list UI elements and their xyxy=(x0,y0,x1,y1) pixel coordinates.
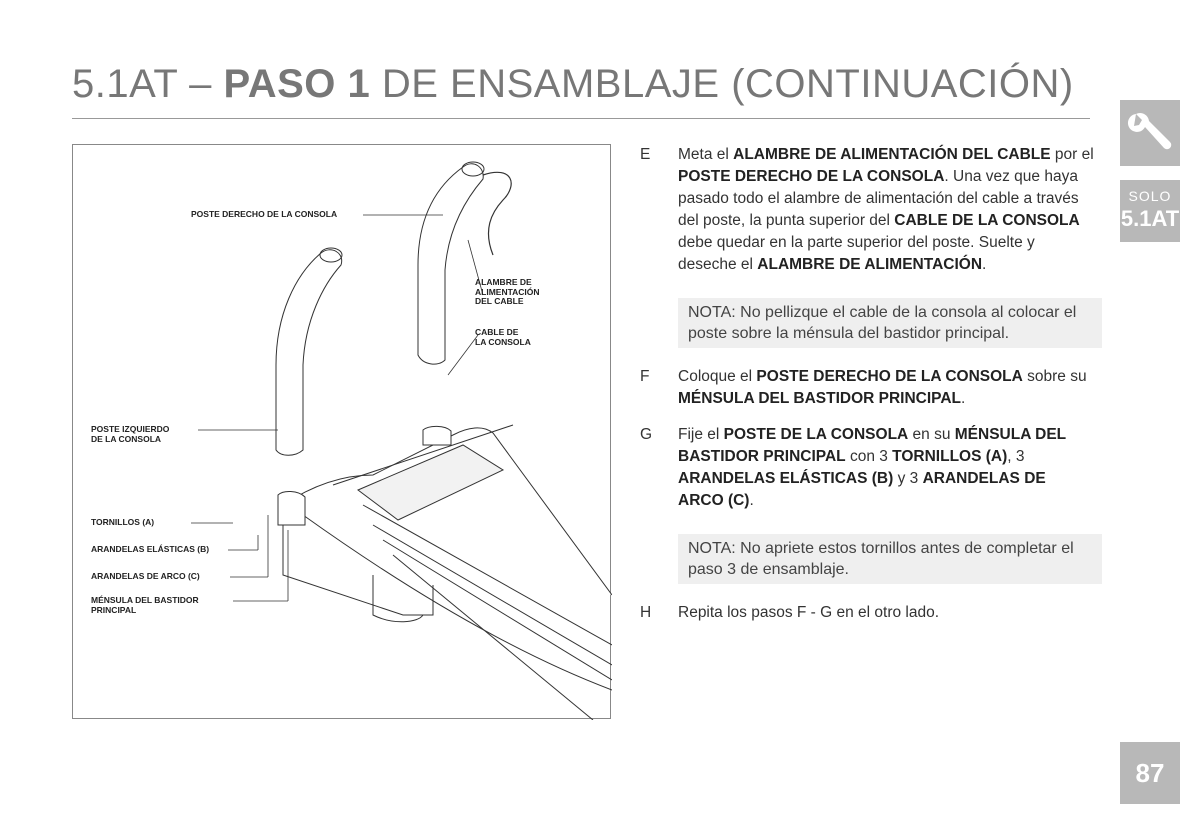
step-term: MÉNSULA DEL BASTIDOR PRINCIPAL xyxy=(678,426,1066,465)
label-arandelas-elasticas: ARANDELAS ELÁSTICAS (B) xyxy=(91,544,210,554)
title-bold: PASO 1 xyxy=(223,62,371,106)
assembly-figure xyxy=(72,144,611,719)
step-text: Coloque el xyxy=(678,368,757,385)
step-text: . xyxy=(749,492,754,509)
step-term: TORNILLOS (A) xyxy=(892,448,1008,465)
label-mensula xyxy=(91,596,199,615)
step-letter: E xyxy=(640,146,651,163)
step-text: con 3 xyxy=(845,448,893,465)
step-term: ALAMBRE DE ALIMENTACIÓN xyxy=(757,256,983,273)
page-title xyxy=(72,62,1074,107)
model-tab xyxy=(1120,180,1180,242)
step-text: . xyxy=(982,256,987,273)
step-h xyxy=(640,602,1095,624)
title-suffix: DE ENSAMBLAJE (CONTINUACIÓN) xyxy=(370,62,1074,106)
label-cable-line2: LA CONSOLA xyxy=(475,336,531,347)
step-text: Fije el xyxy=(678,426,724,443)
step-text: sobre su xyxy=(1022,368,1087,385)
step-g xyxy=(640,424,1095,512)
step-text: . Una vez que haya pasado todo el alambre de alimentación del cable a través del poste, la punta superior del xyxy=(678,168,1079,229)
step-text: , 3 xyxy=(1007,448,1025,465)
title-rule xyxy=(72,118,1090,119)
step-term: ALAMBRE DE ALIMENTACIÓN DEL CABLE xyxy=(733,146,1051,163)
label-alambre-line3: DEL CABLE xyxy=(475,296,524,306)
step-letter: G xyxy=(640,426,653,443)
step-text: . xyxy=(961,390,966,407)
step-term: POSTE DERECHO DE LA CONSOLA xyxy=(678,168,945,185)
wrench-icon xyxy=(1120,100,1180,166)
step-term: MÉNSULA DEL BASTIDOR PRINCIPAL xyxy=(678,390,962,407)
label-poste-izq-line2: DE LA CONSOLA xyxy=(91,433,162,444)
solo-label: SOLO xyxy=(1128,188,1172,204)
step-text: Meta el xyxy=(678,146,734,163)
label-alambre-line2: ALIMENTACIÓN xyxy=(475,286,540,297)
step-text: y 3 xyxy=(893,470,923,487)
step-text: en su xyxy=(908,426,955,443)
label-alambre-line1: ALAMBRE DE xyxy=(475,277,532,287)
label-arandelas-arco: ARANDELAS DE ARCO (C) xyxy=(91,571,200,581)
step-term: ARANDELAS ELÁSTICAS (B) xyxy=(678,470,894,487)
model-label: 5.1AT xyxy=(1120,206,1180,231)
step-term: POSTE DE LA CONSOLA xyxy=(723,426,909,443)
note-1: NOTA: No pellizque el cable de la consola al colocar el poste sobre la ménsula del bastidor principal. xyxy=(678,298,1102,348)
step-letter: H xyxy=(640,604,652,621)
label-tornillos: TORNILLOS (A) xyxy=(91,517,155,527)
note-2: NOTA: No apriete estos tornillos antes de completar el paso 3 de ensamblaje. xyxy=(678,534,1102,584)
label-mensula-line1: MÉNSULA DEL BASTIDOR xyxy=(91,595,199,605)
label-poste-derecho: POSTE DERECHO DE LA CONSOLA xyxy=(191,209,338,219)
instruction-steps xyxy=(640,144,1095,638)
step-text: Repita los pasos F - G en el otro lado. xyxy=(678,604,940,621)
step-term: ARANDELAS DE ARCO (C) xyxy=(678,470,1046,509)
step-text: por el xyxy=(1050,146,1094,163)
label-cable-line1: CABLE DE xyxy=(475,327,519,337)
label-alambre xyxy=(475,278,540,307)
step-e xyxy=(640,144,1095,276)
label-mensula-line2: PRINCIPAL xyxy=(91,604,137,615)
step-f xyxy=(640,366,1095,410)
tools-tab xyxy=(1120,100,1180,166)
label-poste-izquierdo xyxy=(91,425,169,444)
label-cable xyxy=(475,328,531,347)
step-text: debe quedar en la parte superior del poste. Suelte y deseche el xyxy=(678,234,1035,273)
title-prefix: 5.1AT – xyxy=(72,62,224,106)
label-poste-izq-line1: POSTE IZQUIERDO xyxy=(91,424,170,434)
step-term: CABLE DE LA CONSOLA xyxy=(894,212,1080,229)
page-number: 87 xyxy=(1120,742,1180,804)
step-term: POSTE DERECHO DE LA CONSOLA xyxy=(756,368,1023,385)
step-letter: F xyxy=(640,368,650,385)
